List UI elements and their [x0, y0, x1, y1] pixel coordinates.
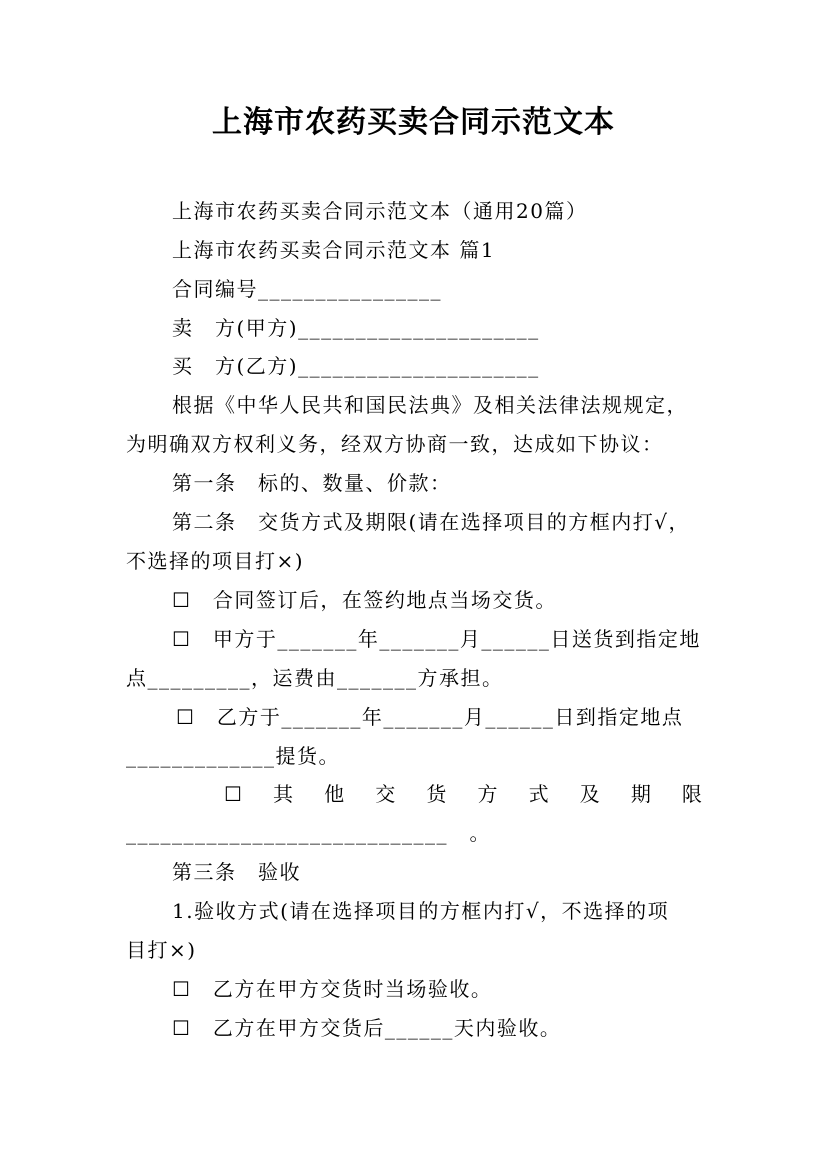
inspection-option-1: ☐ 乙方在甲方交货时当场验收。	[172, 977, 493, 1001]
checkbox-icon: ☐	[224, 782, 242, 806]
inspection-method-cont: 目打×)	[126, 938, 197, 962]
preamble-line-1: 根据《中华人民共和国民法典》及相关法律法规规定，	[172, 393, 688, 417]
article-3-heading: 第三条 验收	[172, 860, 301, 884]
document-title: 上海市农药买卖合同示范文本	[212, 105, 615, 140]
spread-char: 及	[579, 782, 600, 806]
inspection-method-line: 1.验收方式(请在选择项目的方框内打√，不选择的项	[172, 899, 670, 923]
delivery-option-2: ☐ 甲方于_______年_______月______日送货到指定地	[172, 627, 701, 651]
seller-line: 卖 方(甲方)_____________________	[172, 316, 540, 340]
inspection-option-2: ☐ 乙方在甲方交货后______天内验收。	[172, 1016, 562, 1040]
article-2-heading: 第二条 交货方式及期限(请在选择项目的方框内打√，	[172, 510, 691, 534]
spread-char: 式	[528, 782, 549, 806]
section-heading: 上海市农药买卖合同示范文本 篇1	[172, 238, 496, 262]
contract-number-line: 合同编号________________	[172, 277, 442, 301]
delivery-option-3-cont: _____________提货。	[126, 744, 340, 768]
buyer-line: 买 方(乙方)_____________________	[172, 354, 540, 378]
spread-char: 交	[375, 782, 396, 806]
spread-char: 方	[477, 782, 498, 806]
spread-char: 他	[324, 782, 345, 806]
spread-char: 限	[681, 782, 702, 806]
subtitle-line: 上海市农药买卖合同示范文本（通用20篇）	[172, 199, 588, 223]
delivery-option-4-cont: ____________________________ 。	[126, 821, 491, 845]
article-2-heading-cont: 不选择的项目打×)	[126, 549, 305, 573]
spread-char: 其	[273, 782, 294, 806]
delivery-option-2-cont: 点_________，运费由_______方承担。	[126, 666, 504, 690]
spread-char: 货	[426, 782, 447, 806]
delivery-option-1: ☐ 合同签订后，在签约地点当场交货。	[172, 588, 557, 612]
article-1-heading: 第一条 标的、数量、价款：	[172, 471, 452, 495]
spread-char: 期	[630, 782, 651, 806]
delivery-option-3: ☐ 乙方于_______年_______月______日到指定地点	[176, 705, 684, 729]
delivery-option-4	[224, 780, 702, 808]
preamble-line-2: 为明确双方权利义务，经双方协商一致，达成如下协议：	[126, 432, 664, 456]
